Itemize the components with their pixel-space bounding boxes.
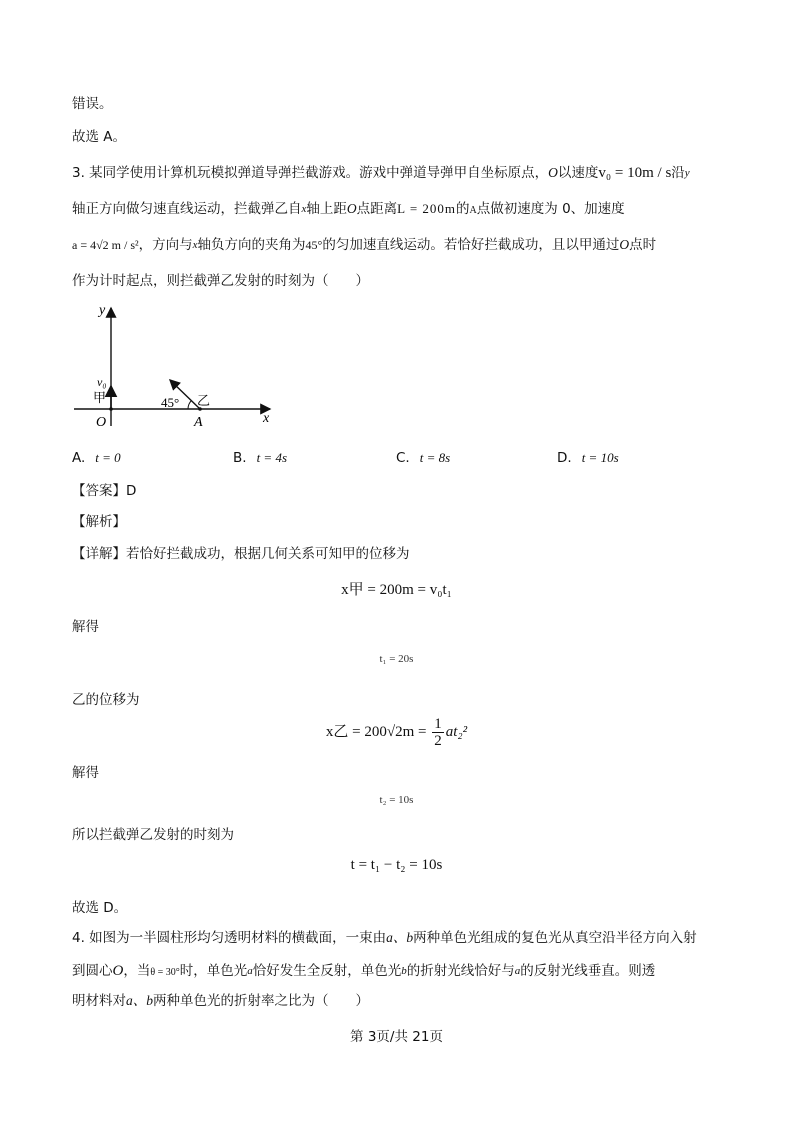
conclusion-line: 所以拦截弹乙发射的时刻为 [72, 827, 234, 843]
q3-text: 以速度 [557, 165, 599, 181]
q3-angle-value: 45° [305, 238, 323, 252]
q3-symbol-y: y [684, 167, 690, 179]
q4-text: 到圆心 [72, 963, 113, 979]
q4-text: 的反射光线垂直。则透 [520, 963, 656, 979]
equation-2: t₁ = 20s [379, 653, 414, 665]
analysis-heading: 【解析】 [72, 514, 126, 530]
text-line-choose-a: 故选 A。 [72, 129, 127, 145]
figure-label-x: x [263, 411, 270, 426]
equation-3 [0, 716, 793, 749]
q3-symbol-o: O [346, 201, 357, 216]
option-letter: A. [72, 450, 86, 466]
option-value: t = 4s [256, 450, 288, 465]
equation-4: t₂ = 10s [379, 794, 414, 806]
q3-text: 点做初速度为 0、加速度 [476, 201, 625, 217]
option-a[interactable] [72, 450, 121, 466]
q4-symbol-o: O [112, 963, 124, 979]
text-line-error: 错误。 [72, 96, 113, 112]
q3-line-1 [72, 163, 690, 183]
detail-line: 【详解】若恰好拦截成功，根据几何关系可知甲的位移为 [72, 546, 410, 562]
q3-text: 轴正方向做匀速直线运动，拦截弹乙自 [72, 201, 302, 217]
page-footer: 第 3页/共 21页 [350, 1029, 443, 1045]
q3-text: 点距离 [356, 201, 398, 217]
figure-label-a: A [194, 415, 203, 430]
solve-label-2: 解得 [72, 765, 99, 781]
q3-text: 沿 [671, 165, 685, 181]
q4-symbols-ab: a、b [126, 993, 153, 1008]
q4-text: 两种单色光的折射率之比为（ ） [153, 993, 369, 1009]
figure-label-v0: v₀ [97, 375, 107, 389]
q3-symbol-o: O [548, 165, 558, 180]
q4-text: 恰好发生全反射，单色光 [252, 963, 402, 979]
q3-acceleration-value: a = 4√2 m / s² [72, 238, 139, 252]
q3-text: 轴上距 [306, 201, 347, 217]
q3-line-2 [72, 199, 625, 221]
figure-label-y: y [99, 303, 106, 318]
q4-text: 时，单色光 [179, 963, 248, 979]
choose-d-line: 故选 D。 [72, 900, 128, 916]
solve-label-1: 解得 [72, 619, 99, 635]
q3-symbol-x: x [192, 239, 198, 251]
q4-text: 4. 如图为一半圆柱形均匀透明材料的横截面，一束由 [72, 930, 387, 946]
option-letter: C. [396, 450, 410, 466]
equation-3-right: at₂² [445, 723, 468, 740]
q3-symbol-x: x [301, 203, 307, 215]
q3-symbol-a: A [469, 205, 477, 216]
equation-1: x甲 = 200m = v₀t₁ [341, 582, 452, 598]
q4-theta-value: θ = 30° [150, 967, 180, 978]
q3-distance-value: L = 200m [397, 201, 457, 216]
fraction-numerator: 1 [434, 716, 442, 732]
q3-text: 的 [456, 201, 470, 217]
angle-arc [188, 401, 192, 410]
fraction-denominator: 2 [434, 733, 442, 749]
q4-symbol-a: a [247, 965, 253, 977]
figure-label-angle: 45° [161, 395, 180, 410]
q3-text: 3. 某同学使用计算机玩模拟弹道导弹拦截游戏。游戏中弹道导弹甲自坐标原点， [72, 165, 549, 181]
equation-3-left: x乙 = 200√2m = [325, 723, 431, 740]
q3-text: 轴负方向的夹角为 [197, 237, 306, 253]
option-d[interactable] [557, 450, 619, 466]
option-c[interactable] [396, 450, 450, 466]
q3-text: 的匀加速直线运动。若恰好拦截成功，且以甲通过 [322, 237, 620, 253]
q3-text: 点时 [629, 237, 657, 253]
option-letter: D. [557, 450, 572, 466]
q4-line-2 [72, 961, 655, 983]
yi-displacement-label: 乙的位移为 [72, 692, 140, 708]
q3-symbol-o: O [619, 237, 630, 252]
figure-label-yi: 乙 [197, 393, 211, 408]
q3-v0-value: v₀ = 10m / s [598, 165, 672, 181]
figure-label-o: O [96, 415, 107, 430]
q3-text: ，方向与 [138, 237, 193, 253]
q4-line-3 [72, 991, 369, 1011]
option-value: t = 8s [419, 450, 451, 465]
q3-line-3 [72, 235, 656, 255]
figure-label-jia: 甲 [93, 390, 107, 405]
option-value: t = 0 [95, 450, 121, 465]
q4-line-1 [72, 928, 697, 948]
q4-symbol-a: a [514, 965, 521, 977]
option-letter: B. [233, 450, 247, 466]
equation-5: t = t₁ − t₂ = 10s [350, 857, 443, 873]
option-b[interactable] [233, 450, 287, 466]
q4-text: 明材料对 [72, 993, 126, 1009]
option-value: t = 10s [581, 450, 619, 465]
q4-text: ，当 [123, 963, 151, 979]
q3-line-4: 作为计时起点，则拦截弹乙发射的时刻为（ ） [72, 273, 369, 289]
q4-text: 的折射光线恰好与 [406, 963, 515, 979]
q4-symbols-ab: a、b [386, 930, 414, 945]
q4-text: 两种单色光组成的复色光从真空沿半径方向入射 [413, 930, 697, 946]
q4-symbol-b: b [401, 965, 407, 977]
point-o [109, 407, 113, 411]
q3-figure [60, 298, 290, 438]
answer-line: 【答案】D [72, 483, 137, 499]
fraction-half [432, 716, 444, 749]
